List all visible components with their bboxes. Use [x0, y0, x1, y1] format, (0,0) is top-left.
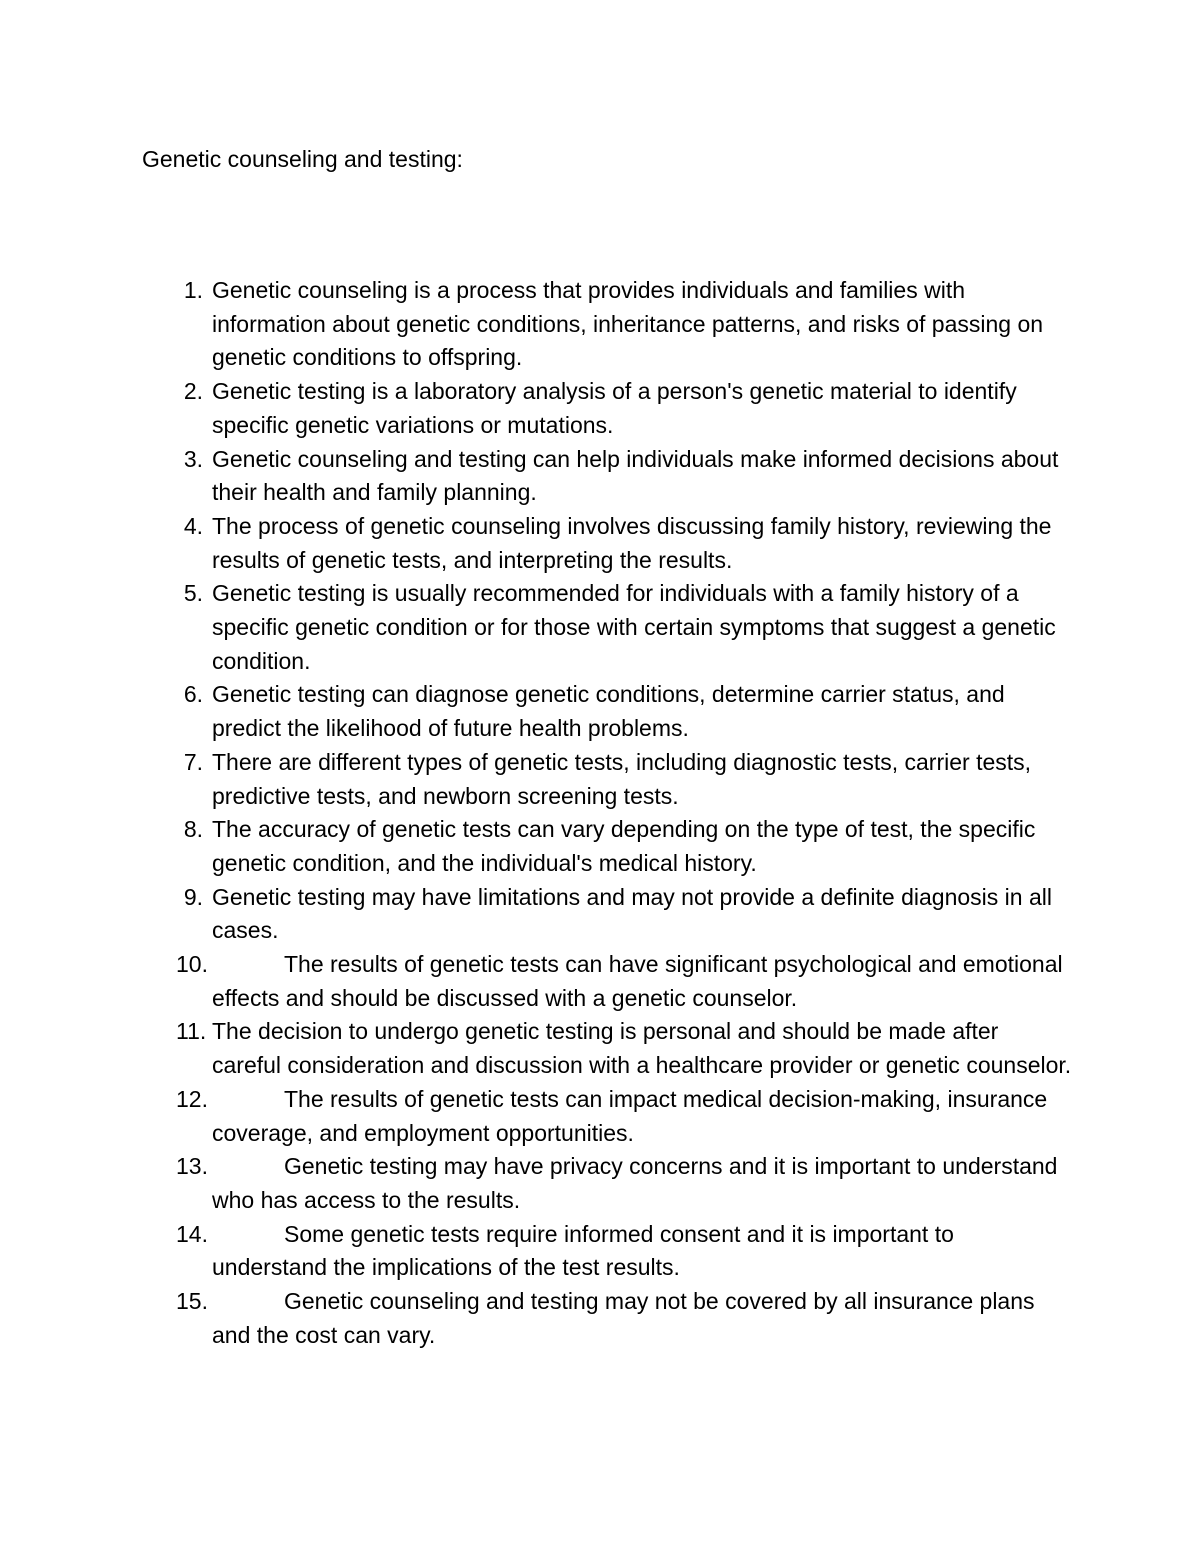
item-number: 7. [183, 748, 203, 775]
item-number: 2. [183, 378, 203, 405]
list-item [0, 274, 1072, 375]
list-item [0, 813, 1072, 880]
document-title: Genetic counseling and testing: [142, 146, 463, 172]
item-number: 1. [183, 277, 203, 303]
list-item [0, 1083, 1072, 1150]
list-item [0, 746, 1072, 813]
list-item [0, 1150, 1072, 1217]
item-number: 12. [176, 1085, 208, 1112]
item-number: 13. [176, 1153, 208, 1180]
item-text: The accuracy of genetic tests can vary depending on the type of test, the specific genetic condition, and the individual's medical history. [212, 816, 1036, 876]
list-item [0, 443, 1072, 510]
item-number: 14. [176, 1220, 208, 1247]
item-number: 10. [176, 951, 208, 978]
item-text: Genetic testing may have limitations and may not provide a definite diagnosis in all cases. [212, 883, 1052, 944]
item-text: The results of genetic tests can have significant psychological and emotional effects and should be discussed with a genetic counselor. [212, 951, 1063, 1011]
list-item [0, 375, 1072, 442]
item-number: 5. [183, 580, 203, 607]
item-number: 4. [183, 512, 203, 539]
item-text: Genetic counseling is a process that provides individuals and families with information about genetic conditions, inheritance patterns, and risks of passing on genetic conditions to offspring. [212, 277, 1044, 371]
numbered-list [0, 274, 1200, 1353]
item-text: Genetic counseling and testing may not be covered by all insurance plans and the cost can vary. [212, 1288, 1035, 1348]
list-item [0, 678, 1072, 745]
item-text: There are different types of genetic tests, including diagnostic tests, carrier tests, predictive tests, and newborn screening tests. [212, 748, 1032, 809]
item-text: The results of genetic tests can impact medical decision-making, insurance coverage, and employment opportunities. [212, 1085, 1048, 1146]
list-item [0, 1015, 1072, 1082]
item-number: 15. [176, 1288, 208, 1315]
item-text: The decision to undergo genetic testing is personal and should be made after careful consideration and discussion with a healthcare provider or genetic counselor. [212, 1018, 1072, 1079]
item-text: The process of genetic counseling involves discussing family history, reviewing the results of genetic tests, and interpreting the results. [212, 512, 1052, 573]
item-number: 8. [183, 816, 203, 843]
item-number: 3. [183, 445, 203, 472]
list-item [0, 577, 1072, 678]
list-item [0, 948, 1072, 1015]
item-text: Some genetic tests require informed consent and it is important to understand the implications of the test results. [212, 1220, 954, 1281]
item-number: 9. [183, 883, 203, 910]
item-number: 11. [176, 1018, 207, 1045]
list-item [0, 1218, 1072, 1285]
item-number: 6. [183, 681, 203, 708]
list-item [0, 1285, 1072, 1352]
item-text: Genetic testing can diagnose genetic conditions, determine carrier status, and predict the likelihood of future health problems. [212, 681, 1005, 742]
list-item [0, 881, 1072, 948]
item-text: Genetic testing may have privacy concerns and it is important to understand who has access to the results. [212, 1153, 1058, 1213]
list-item [0, 510, 1072, 577]
item-text: Genetic counseling and testing can help individuals make informed decisions about their health and family planning. [212, 445, 1059, 506]
item-text: Genetic testing is a laboratory analysis of a person's genetic material to identify specific genetic variations or mutations. [212, 378, 1017, 438]
item-text: Genetic testing is usually recommended for individuals with a family history of a specific genetic condition or for those with certain symptoms that suggest a genetic condition. [212, 580, 1056, 674]
